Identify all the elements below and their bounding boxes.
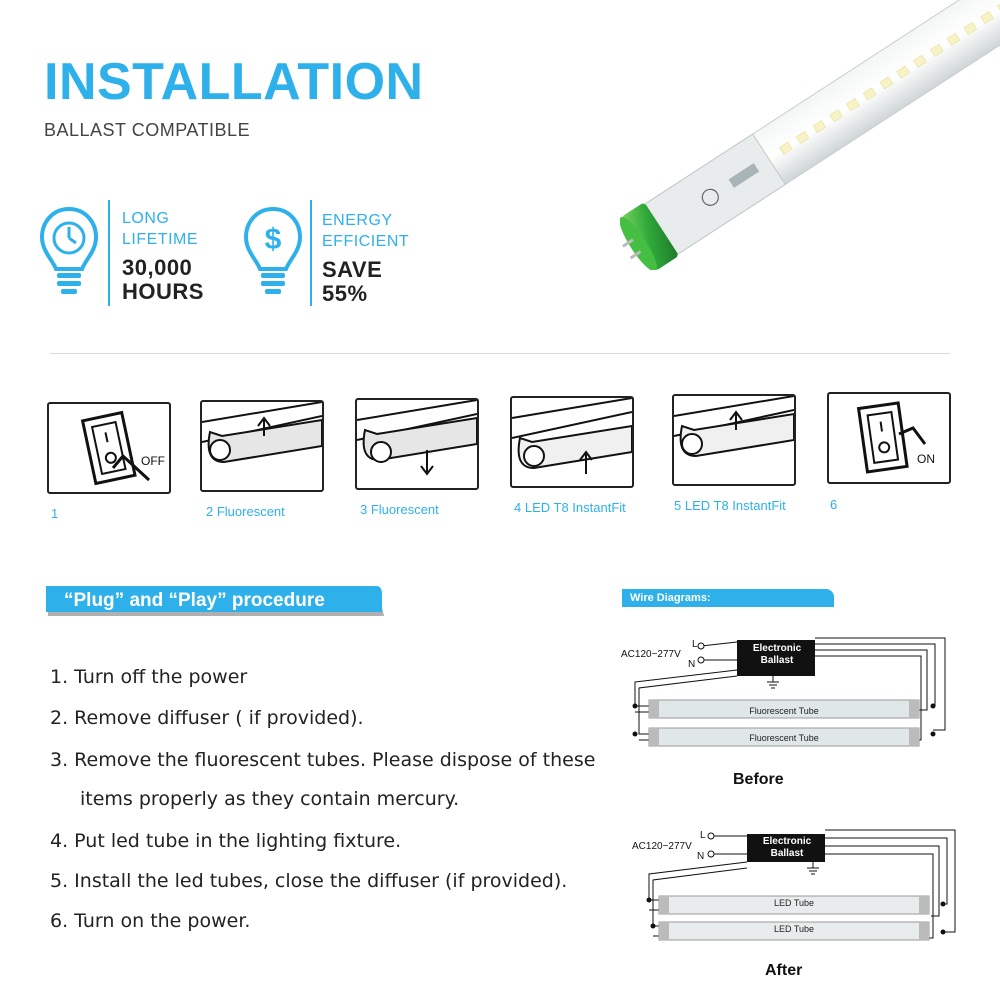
neutral-label: N [697, 851, 705, 862]
step-1-image [47, 402, 171, 494]
step-4-caption: 4 LED T8 InstantFit [514, 500, 626, 515]
page-subtitle: BALLAST COMPATIBLE [44, 120, 251, 140]
before-caption: Before [733, 771, 784, 788]
step-3-caption: 3 Fluorescent [360, 502, 439, 517]
wire-diagrams-title: Wire Diagrams: [630, 592, 711, 604]
after-caption: After [765, 962, 803, 979]
feature-divider [108, 200, 110, 306]
instruction-6: 6. Turn on the power. [50, 910, 251, 932]
step-1-caption: 1 [51, 506, 59, 521]
voltage-label: AC120~277V [621, 649, 681, 660]
step-5-caption: 5 LED T8 InstantFit [674, 498, 786, 513]
section-divider [50, 353, 950, 354]
feature-label-line2: EFFICIENT [322, 233, 410, 250]
tube-label: Fluorescent Tube [749, 706, 819, 716]
ballast-label-line1: Electronic [752, 643, 802, 654]
neutral-label: N [688, 659, 696, 670]
feature-value-line1: 30,000 [122, 255, 193, 280]
step-6-image [827, 392, 951, 484]
page-title: INSTALLATION [44, 53, 424, 111]
ballast-label-line1: Electronic [762, 836, 812, 847]
feature-label-line1: ENERGY [322, 212, 393, 229]
step-6-caption: 6 [830, 497, 838, 512]
ballast-label [749, 836, 825, 860]
procedure-title: “Plug” and “Play” procedure [64, 590, 325, 611]
instruction-1: 1. Turn off the power [50, 666, 248, 688]
feature-label-line2: LIFETIME [122, 231, 199, 248]
ballast-label-line2: Ballast [770, 848, 804, 859]
instruction-3: 3. Remove the fluorescent tubes. Please dispose of these [50, 749, 596, 771]
step-4-image [510, 396, 634, 488]
feature-energy [322, 210, 409, 306]
instruction-3-continued: items properly as they contain mercury. [80, 788, 460, 810]
feature-value-line1: SAVE [322, 257, 383, 282]
step-3-image [355, 398, 479, 490]
ballast-label [739, 643, 815, 667]
led-tube-image [620, 0, 1000, 270]
line-label: L [700, 830, 706, 841]
instruction-4: 4. Put led tube in the lighting fixture. [50, 830, 402, 852]
step-2-image [200, 400, 324, 492]
switch-on-label: ON [917, 452, 935, 466]
step-5-image [672, 394, 796, 486]
step-2-caption: 2 Fluorescent [206, 504, 285, 519]
feature-label-line1: LONG [122, 210, 170, 227]
instruction-5: 5. Install the led tubes, close the diffuser (if provided). [50, 870, 568, 892]
feature-value-line2: HOURS [122, 279, 204, 304]
ballast-label-line2: Ballast [760, 655, 794, 666]
tube-label: LED Tube [773, 924, 815, 934]
switch-off-label: OFF [141, 454, 165, 468]
instruction-2: 2. Remove diffuser ( if provided). [50, 707, 364, 729]
tube-label: Fluorescent Tube [749, 733, 819, 743]
feature-lifetime [122, 208, 204, 304]
bulb-clock-icon [38, 205, 100, 301]
svg-text:$: $ [264, 223, 282, 256]
feature-divider [310, 200, 312, 306]
feature-value-line2: 55% [322, 281, 368, 306]
tube-label: LED Tube [773, 898, 815, 908]
line-label: L [692, 639, 698, 650]
voltage-label: AC120~277V [632, 841, 692, 852]
bulb-dollar-icon [242, 205, 304, 301]
